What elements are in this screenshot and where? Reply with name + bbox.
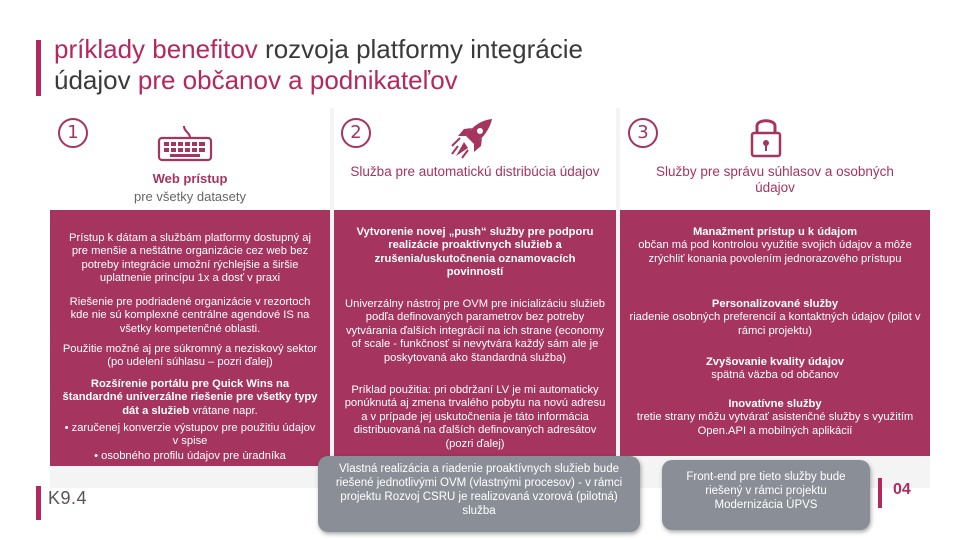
step-number-2: 2 [341, 118, 371, 148]
column-3-item-3-text: spätná väzba od občanov [711, 369, 839, 382]
slide-code [48, 488, 87, 509]
column-3-item-1-title: Manažment prístup u k údajom [692, 226, 858, 238]
column-3-item-4-text: tretie strany môžu vytvárať asistenčné služby s využitím Open.API a mobilných aplikácií [636, 411, 914, 437]
title-part-3: údajov [54, 65, 131, 95]
padlock-icon [750, 114, 782, 158]
slide-code-part-a: K9 [48, 488, 72, 508]
page-title [54, 34, 914, 96]
column-3-item-3-title: Zvyšovanie kvality údajov [705, 356, 845, 368]
column-3-item-1-text: občan má pod kontrolou využitie svojich údajov a môže zrýchliť konania povolením jednorazového prístupu [638, 239, 912, 265]
column-2-paragraph-1: Vytvorenie novej „push“ služby pre podporu realizácie proaktívnych služieb a zrušenia/uskutočnenia oznamovacích povinností [356, 226, 594, 279]
column-1-paragraph-3: Použitie možné aj pre súkromný a neziskový sektor (po udelení súhlasu – pozri ďalej) [62, 343, 318, 369]
column-3-item-3 [628, 356, 922, 383]
column-1-paragraph-4 [62, 378, 318, 418]
column-1-bullet-1: • zaručenej konverzie výstupov pre použitiu údajov v spise [64, 422, 316, 448]
column-3-item-1 [628, 226, 922, 266]
column-1-subtitle: pre všetky datasety [134, 189, 246, 204]
column-2-paragraph-3: Príklad použitia: pri obdržaní LV je mi automaticky ponúknutá aj zmena trvalého pobytu na novú adresu a v prípade jej uskutočnenia je táto informácia distribuovaná na ďalších definovaných adresátov (pozri ďalej) [344, 384, 606, 450]
title-part-4: pre občanov a podnikateľov [137, 65, 458, 95]
slide-code-part-b: 4 [76, 488, 88, 508]
column-2-heading: Služba pre automatickú distribúcia údajov [350, 164, 600, 179]
column-2-paragraph-2: Univerzálny nástroj pre OVM pre inicializáciu služieb podľa definovaných parametrov bez potreby vytvárania ďalších integrácií na ich strane (economy of scale - funkčnosť si nevytvára každý sám ale je poskytovaná ako štandardná služba) [345, 298, 605, 364]
column-1-paragraph-4-bold: Rozšírenie portálu pre Quick Wins na štandardné univerzálne riešenie pre všetky typy dát a služieb [62, 378, 318, 417]
column-3-heading: Služby pre správu súhlasov a osobných údajov [656, 164, 894, 195]
column-1-heading [60, 170, 320, 206]
column-3-item-4 [628, 398, 922, 438]
column-3-item-2 [628, 298, 922, 338]
column-2-body [334, 210, 616, 456]
step-number-3: 3 [628, 118, 658, 148]
column-3-item-2-title: Personalizované služby [711, 298, 839, 310]
footer-accent-bar [36, 486, 41, 520]
column-1-paragraph-1: Prístup k dátam a službám platformy dostupný aj pre menšie a neštátne organizácie cez web bez potreby integrácie umožní rýchlejšie a širšie uplatnenie princípu 1x a dosť v praxi [69, 232, 311, 285]
title-accent-bar [36, 40, 41, 96]
column-3-body [620, 210, 930, 456]
column-3-note: Front-end pre tieto služby bude riešený v rámci projektu Modernizácia ÚPVS [662, 460, 870, 530]
column-1-title: Web prístup [152, 171, 228, 186]
keyboard-icon [156, 124, 214, 164]
column-3-item-4-title: Inovatívne služby [728, 398, 822, 410]
slide-code-dot: . [71, 488, 77, 508]
page-number-bar [878, 478, 882, 508]
page-number: 04 [893, 481, 911, 498]
column-3-item-2-text: riadenie osobných preferencií a kontaktných údajov (pilot v rámci projektu) [629, 311, 921, 337]
column-2-note: Vlastná realizácia a riadenie proaktívnych služieb bude riešené jednotlivými OVM (vlastnými procesov) - v rámci projektu Rozvoj CSRU je realizovaná vzorová (pilotná) služba [318, 456, 640, 532]
step-number-1: 1 [58, 118, 88, 148]
column-1-bullet-2: • osobného profilu údajov pre úradníka [94, 450, 286, 462]
title-part-1: príklady benefitov [54, 34, 258, 64]
rocket-icon [448, 116, 498, 162]
title-part-2: rozvoja platformy integrácie [265, 34, 583, 64]
column-1-paragraph-2: Riešenie pre podriadené organizácie v rezortoch kde nie sú komplexné centrálne agendové IS na všetky kompetenčné oblasti. [69, 296, 311, 335]
column-1-body [50, 210, 330, 466]
column-1-paragraph-4-rest: vrátane napr. [192, 404, 258, 417]
